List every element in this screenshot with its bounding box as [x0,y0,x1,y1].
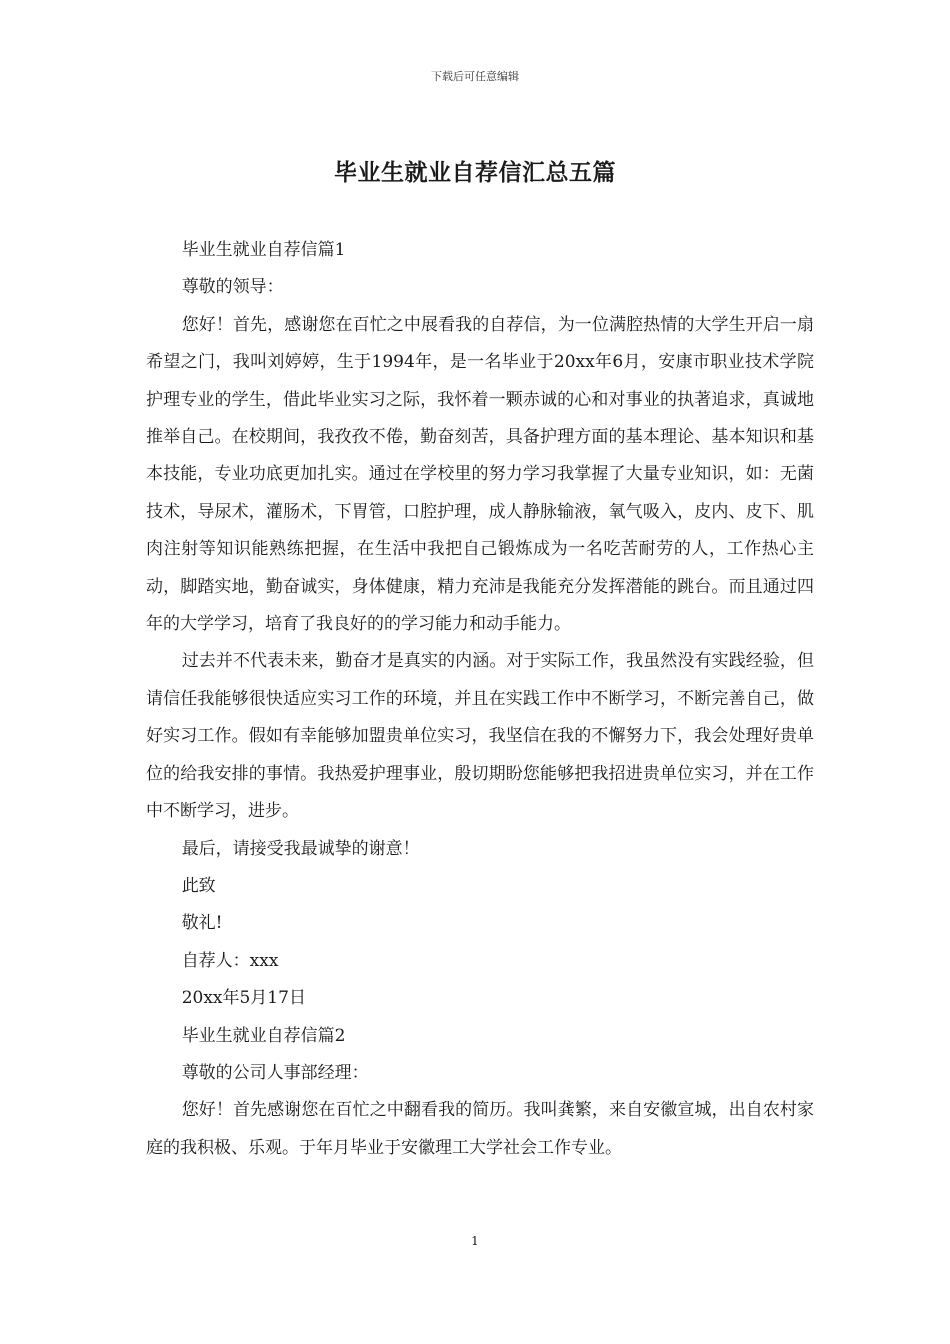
body-paragraph: 您好！首先，感谢您在百忙之中展看我的自荐信，为一位满腔热情的大学生开启一扇希望之门，我叫刘婷婷，生于1994年，是一名毕业于20xx年6月，安康市职业技术学院护理专业的学生，借此毕业实习之际，我怀着一颗赤诚的心和对事业的执著追求，真诚地推举自己。在校期间，我孜孜不倦，勤奋刻苦，具备护理方面的基本理论、基本知识和基本技能，专业功底更加扎实。通过在学校里的努力学习我掌握了大量专业知识，如：无菌技术，导尿术，灌肠术，下胃管，口腔护理，成人静脉输液，氧气吸入，皮内、皮下、肌肉注射等知识能熟练把握，在生活中我把自己锻炼成为一名吃苦耐劳的人，工作热心主动，脚踏实地，勤奋诚实，身体健康，精力充沛是我能充分发挥潜能的跳台。而且通过四年的大学学习，培育了我良好的的学习能力和动手能力。 [146,314,814,635]
closing-line: 此致 [181,875,216,896]
body-paragraph: 您好！首先感谢您在百忙之中翻看我的简历。我叫龚繁，来自安徽宣城，出自农村家庭的我积极、乐观。于年月毕业于安徽理工大学社会工作专业。 [146,1100,814,1158]
letter-date: 20xx年5月17日 [181,988,306,1009]
section-heading-2: 毕业生就业自荐信篇2 [181,1025,346,1046]
signature: 自荐人：xxx [181,950,279,971]
document-body [146,232,814,1167]
header-note: 下载后可任意编辑 [431,70,519,83]
salutation-1: 尊敬的领导： [181,277,284,298]
closing-regards: 敬礼! [181,913,223,934]
body-paragraph: 过去并不代表未来，勤奋才是真实的内涵。对于实际工作，我虽然没有实践经验，但请信任我能够很快适应实习工作的环境，并且在实践工作中不断学习，不断完善自己，做好实习工作。假如有幸能够加盟贵单位实习，我坚信在我的不懈努力下，我会处理好贵单位的给我安排的事情。我热爱护理事业，殷切期盼您能够把我招进贵单位实习，并在工作中不断学习，进步。 [146,651,814,822]
section-heading-1: 毕业生就业自荐信篇1 [181,240,346,260]
page-number: 1 [471,1234,479,1248]
document-title: 毕业生就业自荐信汇总五篇 [334,159,616,186]
closing-thanks: 最后，请接受我最诚挚的谢意！ [181,838,420,859]
salutation-2: 尊敬的公司人事部经理： [181,1062,369,1083]
